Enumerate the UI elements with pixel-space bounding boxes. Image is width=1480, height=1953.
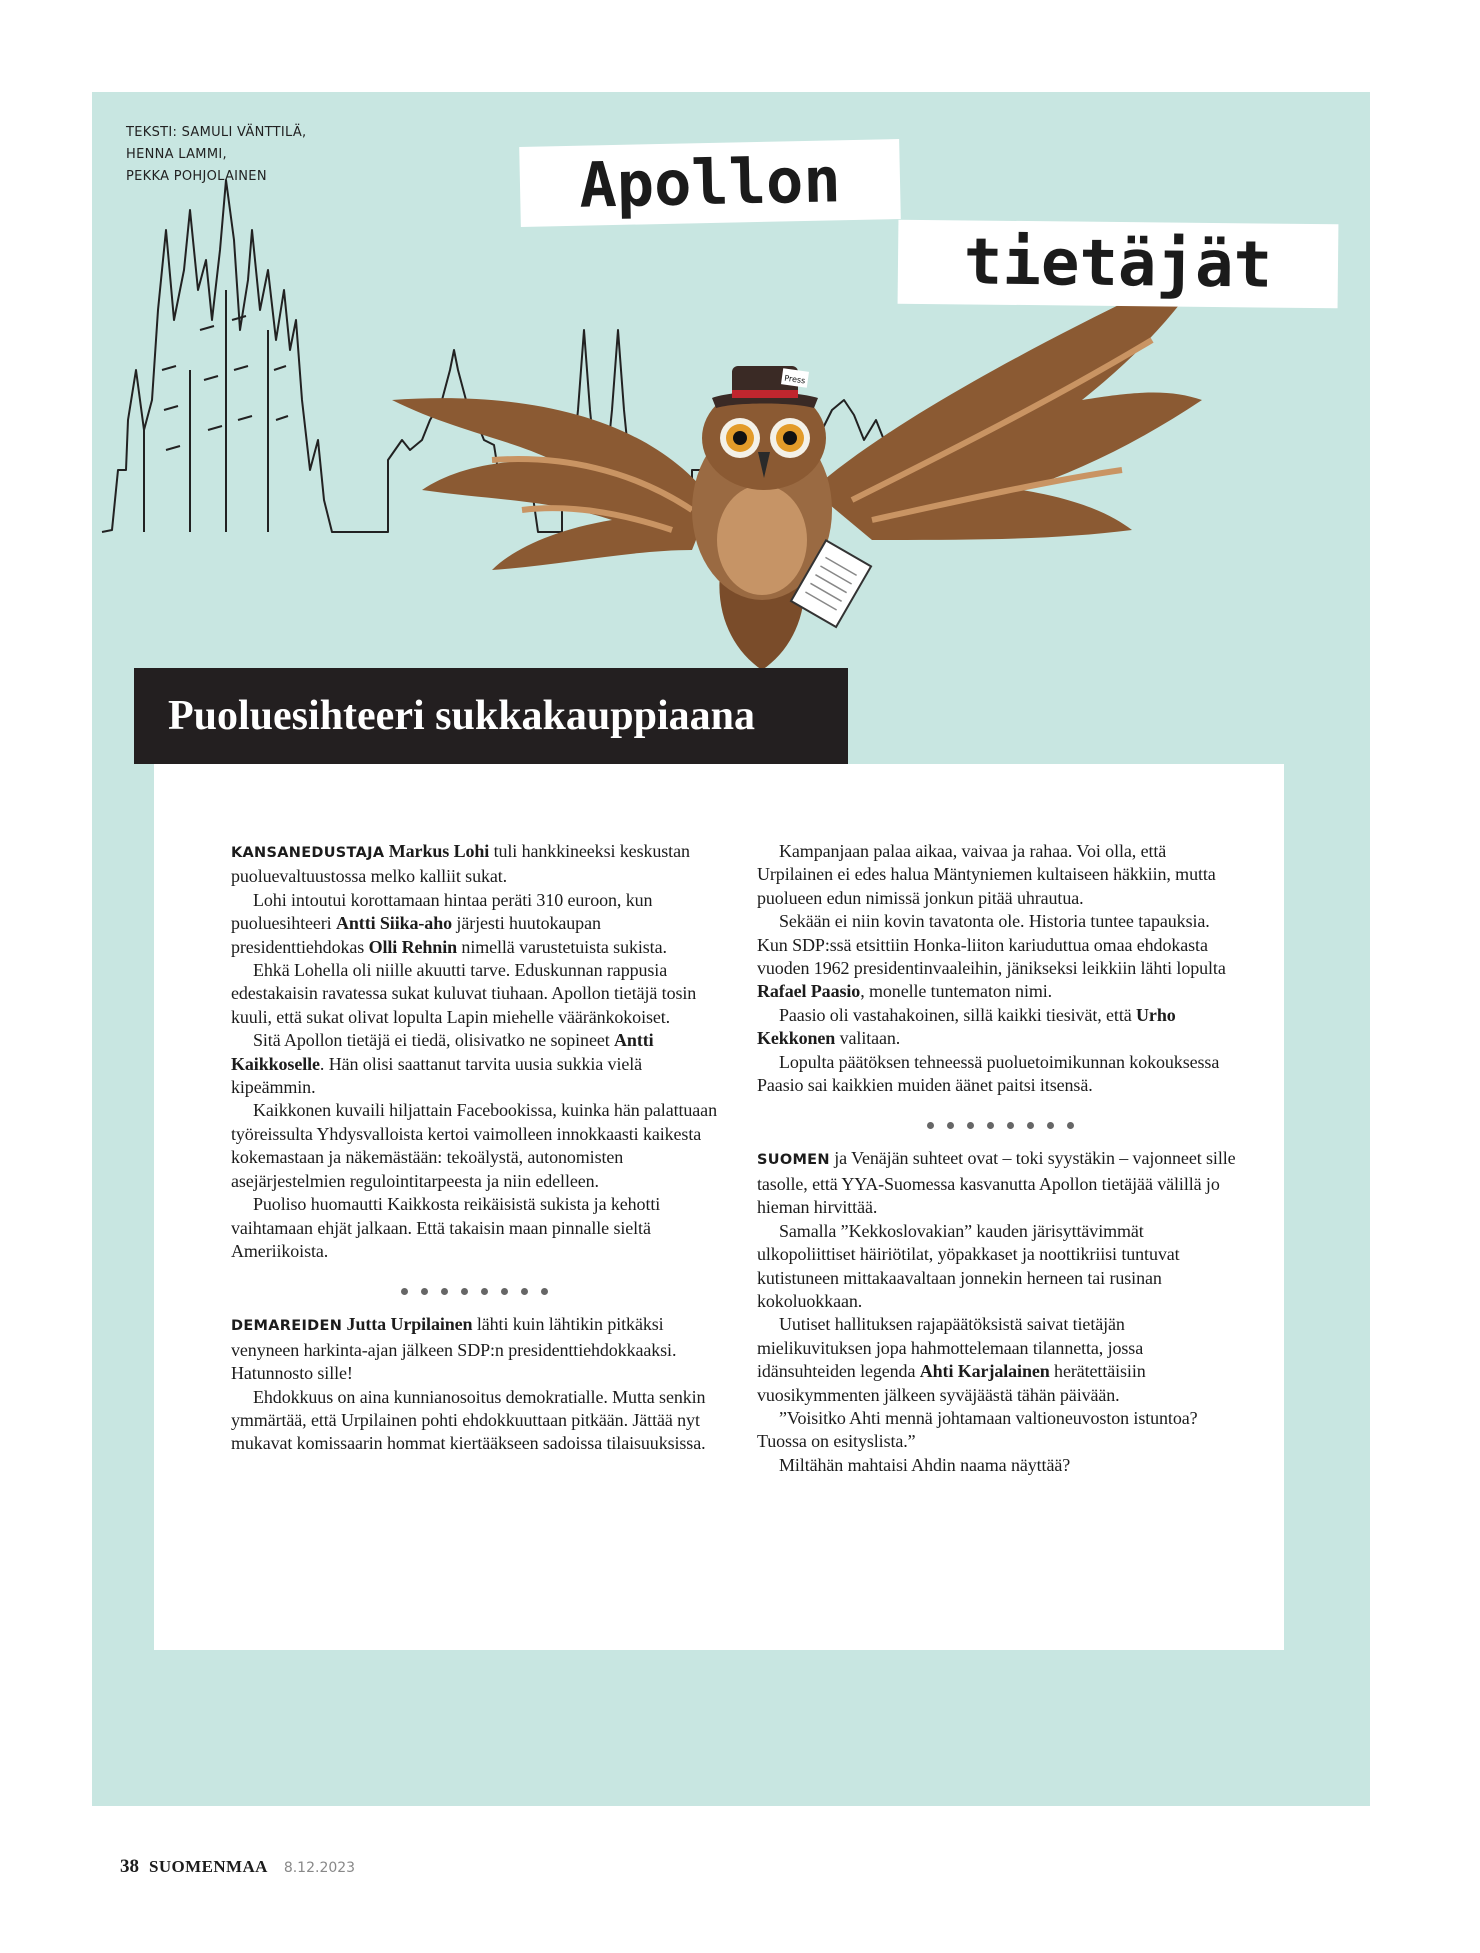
article-column-2 bbox=[757, 840, 1243, 1477]
person-name: Rafael Paasio bbox=[757, 981, 861, 1002]
paragraph bbox=[757, 1220, 1243, 1314]
divider-dot bbox=[1067, 1122, 1074, 1129]
person-name: Olli Rehnin bbox=[368, 936, 458, 957]
paragraph bbox=[231, 1386, 717, 1456]
page-footer bbox=[120, 1856, 355, 1882]
section-divider bbox=[231, 1281, 717, 1301]
person-name: Markus Lohi bbox=[388, 841, 490, 861]
paragraph bbox=[231, 840, 717, 889]
divider-dot bbox=[421, 1288, 428, 1295]
text-run: Miltähän mahtaisi Ahdin naama näyttää? bbox=[779, 1454, 1071, 1475]
text-run: Ehkä Lohella oli niille akuutti tarve. Eduskunnan rappusia edestakaisin ravatessa sukat kuluvat tiuhaan. Apollon tietäjä tosin kuuli, että sukat olivat lopulta Lapin miehelle vääränkokoiset. bbox=[231, 960, 697, 1027]
paragraph bbox=[231, 959, 717, 1029]
text-run: ja Venäjän suhteet ovat – toki syystäkin – vajonneet sille tasolle, että YYA-Suomessa kasvanutta Apollon tietäjää välillä jo hieman hirvittää. bbox=[757, 1148, 1236, 1218]
paragraph bbox=[757, 1051, 1243, 1098]
section-divider bbox=[757, 1115, 1243, 1135]
divider-dot bbox=[461, 1288, 468, 1295]
text-run: nimellä varustetuista sukista. bbox=[457, 936, 667, 957]
article-column-1 bbox=[231, 840, 717, 1456]
text-run: lähti kuin lähtikin pitkäksi venyneen harkinta-ajan jälkeen SDP:n presidenttiehdokkaaksi. Hatunnosto sille! bbox=[231, 1314, 677, 1384]
paragraph bbox=[757, 1407, 1243, 1454]
person-name: Antti Kaikkoselle bbox=[231, 1030, 654, 1074]
paragraph bbox=[757, 1004, 1243, 1051]
text-run: Puoliso huomautti Kaikkosta reikäisistä sukista ja kehotti vaihtamaan ehjät jalkaan. Että takaisin maan pinnalle sieltä Ameriikoista. bbox=[231, 1194, 661, 1261]
text-run: Paasio oli vastahakoinen, sillä kaikki tiesivät, että bbox=[779, 1004, 1137, 1025]
text-run: valitaan. bbox=[835, 1028, 901, 1049]
credit-line: TEKSTI: SAMULI VÄNTTILÄ, bbox=[126, 125, 307, 140]
divider-dot bbox=[441, 1288, 448, 1295]
text-run: ”Voisitko Ahti mennä johtamaan valtioneuvoston istuntoa? Tuossa on esityslista.” bbox=[757, 1407, 1198, 1452]
text-run: Uutiset hallituksen rajapäätöksistä saivat tietäjän mielikuvituksen jopa hahmottelemaan tilannetta, jossa idänsuhteiden legenda bbox=[757, 1314, 1144, 1382]
divider-dot bbox=[967, 1122, 974, 1129]
lead-word: DEMAREIDEN bbox=[231, 1318, 343, 1335]
page-title-line-2: tietäjät bbox=[898, 220, 1339, 309]
text-run: Lopulta päätöksen tehneessä puoluetoimikunnan kokouksessa Paasio sai kaikkien muiden äänet paitsi itsensä. bbox=[757, 1051, 1220, 1096]
divider-dot bbox=[401, 1288, 408, 1295]
paragraph bbox=[757, 840, 1243, 910]
text-run: Sitä Apollon tietäjä ei tiedä, olisivatko ne sopineet bbox=[253, 1030, 615, 1051]
person-name: Ahti Karjalainen bbox=[919, 1361, 1050, 1382]
text-run: , monelle tuntematon nimi. bbox=[860, 981, 1053, 1002]
article-body bbox=[154, 764, 1284, 1650]
paragraph bbox=[757, 910, 1243, 1004]
paragraph bbox=[231, 1099, 717, 1193]
divider-dot bbox=[1007, 1122, 1014, 1129]
person-name: Urho Kekkonen bbox=[757, 1004, 1176, 1049]
person-name: Jutta Urpilainen bbox=[346, 1314, 473, 1335]
text-run: Kampanjaan palaa aikaa, vaivaa ja rahaa. Voi olla, että Urpilainen ei edes halua Mäntyniemen kultaiseen häkkiin, mutta puolueen edun nimissä jonkun pitää uhrautua. bbox=[757, 841, 1216, 908]
text-run: Kaikkonen kuvaili hiljattain Facebookissa, kuinka hän palattuaan työreissulta Yhdysvalloista kertoi vaimolleen innokkaasti kaikesta kokemastaan ja näkemästään: tekoälystä, autonomisten asejärjestelmien regulointitarpeesta ja niin edelleen. bbox=[231, 1100, 717, 1191]
issue-date: 8.12.2023 bbox=[283, 1860, 356, 1876]
paragraph bbox=[231, 1029, 717, 1099]
paragraph bbox=[757, 1313, 1243, 1407]
text-run: herätettäisiin vuosikymmenten jälkeen syväjäästä tähän päivään. bbox=[757, 1361, 1146, 1405]
person-name: Antti Siika-aho bbox=[335, 913, 453, 934]
paragraph bbox=[757, 1147, 1243, 1219]
divider-dot bbox=[987, 1122, 994, 1129]
text-run: Sekään ei niin kovin tavatonta ole. Historia tuntee tapauksia. Kun SDP:ssä etsittiin Honka-liiton kariuduttua omaa ehdokasta vuoden 1962 presidentinvaaleihin, jänikseksi leikkiin lähti lopulta bbox=[757, 911, 1226, 979]
paragraph bbox=[757, 1454, 1243, 1477]
paragraph bbox=[231, 889, 717, 959]
credit-line: PEKKA POHJOLAINEN bbox=[126, 169, 267, 184]
text-run: tuli hankkineeksi keskustan puoluevaltuustossa melko kalliit sukat. bbox=[231, 841, 690, 887]
divider-dot bbox=[521, 1288, 528, 1295]
text-run: Ehdokkuus on aina kunnianosoitus demokratialle. Mutta senkin ymmärtää, että Urpilainen pohti ehdokkuuttaan pitkään. Jättää nyt mukavat komissaarin hommat kiertääkseen sadoissa tilaisuuksissa. bbox=[231, 1386, 706, 1454]
lead-word: SUOMEN bbox=[757, 1152, 830, 1169]
page-number: 38 bbox=[120, 1856, 139, 1877]
page-title-line-1: Apollon bbox=[519, 139, 901, 227]
text-run: Samalla ”Kekkoslovakian” kauden järisyttävimmät ulkopoliittiset häiriötilat, yöpakkaset ja noottikriisi tuntuvat kutistuneen mittakaavaltaan jonnekin herneen tai rusinan kokoluokkaan. bbox=[757, 1220, 1180, 1311]
text-run: järjesti huutokaupan presidenttiehdokas bbox=[231, 913, 601, 957]
divider-dot bbox=[541, 1288, 548, 1295]
divider-dot bbox=[1047, 1122, 1054, 1129]
text-run: . Hän olisi saattanut tarvita uusia sukkia vielä kipeämmin. bbox=[231, 1053, 643, 1098]
paragraph bbox=[231, 1193, 717, 1263]
text-run: Lohi intoutui korottamaan hintaa peräti 310 euroon, kun puoluesihteeri bbox=[231, 889, 653, 934]
lead-word: KANSANEDUSTAJA bbox=[231, 845, 385, 861]
hat-press-tag: Press bbox=[783, 373, 806, 386]
owl-icon bbox=[392, 260, 1212, 670]
paragraph bbox=[231, 1313, 717, 1385]
divider-dot bbox=[927, 1122, 934, 1129]
divider-dot bbox=[481, 1288, 488, 1295]
publication-name: SUOMENMAA bbox=[149, 1857, 268, 1876]
divider-dot bbox=[501, 1288, 508, 1295]
divider-dot bbox=[947, 1122, 954, 1129]
divider-dot bbox=[1027, 1122, 1034, 1129]
article-headline: Puoluesihteeri sukkakauppiaana bbox=[134, 668, 848, 764]
credit-line: HENNA LAMMI, bbox=[126, 147, 227, 162]
